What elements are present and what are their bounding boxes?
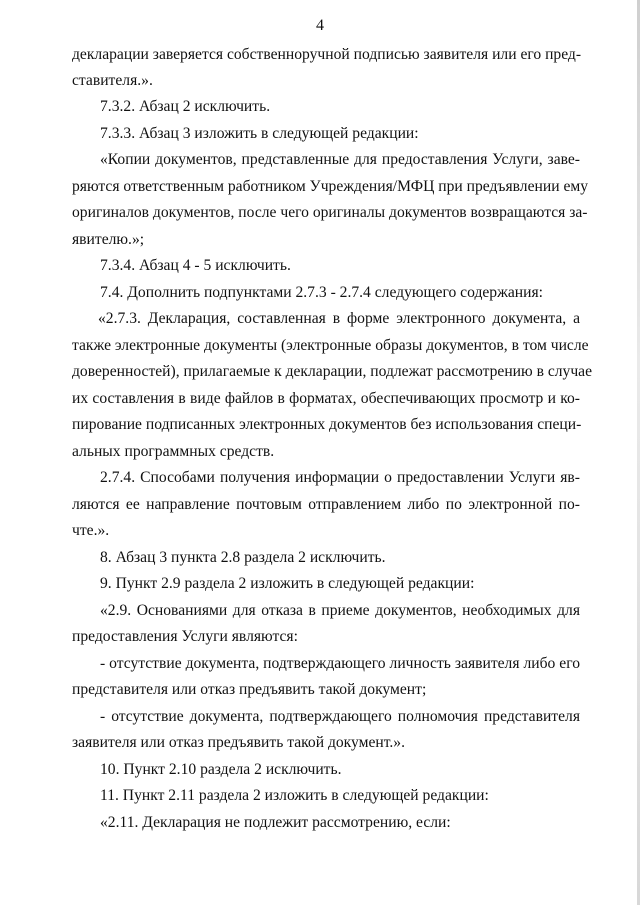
text-line: 9. Пункт 2.9 раздела 2 изложить в следующей редакции: — [100, 575, 475, 592]
text-line: 7.3.3. Абзац 3 изложить в следующей редакции: — [100, 125, 419, 142]
text-line: чте.». — [72, 522, 110, 539]
text-line: ставителя.». — [72, 72, 153, 89]
text-line: - отсутствие документа, подтверждающего личность заявителя либо его — [100, 655, 580, 672]
text-line: «Копии документов, представленные для предоставления Услуги, заве- — [100, 151, 580, 168]
text-line: заявителя или отказ предъявить такой документ.». — [72, 734, 406, 751]
page-number: 4 — [316, 17, 324, 34]
text-line: их составления в виде файлов в форматах, обеспечивающих просмотр и ко- — [72, 390, 580, 407]
text-line: 10. Пункт 2.10 раздела 2 исключить. — [100, 761, 342, 778]
text-line: 7.3.2. Абзац 2 исключить. — [100, 98, 271, 115]
text-line: «2.9. Основаниями для отказа в приеме документов, необходимых для — [100, 602, 580, 619]
text-line: «2.7.3. Декларация, составленная в форме электронного документа, а — [98, 310, 580, 327]
text-line: предоставления Услуги являются: — [72, 628, 298, 645]
text-line: 7.3.4. Абзац 4 - 5 исключить. — [100, 257, 291, 274]
text-line: пирование подписанных электронных документов без использования специ- — [72, 416, 582, 433]
text-line: ряются ответственным работником Учреждения/МФЦ при предъявлении ему — [72, 178, 589, 195]
text-line: 7.4. Дополнить подпунктами 2.7.3 - 2.7.4 следующего содержания: — [100, 284, 543, 301]
text-line: 2.7.4. Способами получения информации о предоставлении Услуги яв- — [100, 469, 580, 486]
text-line: альных программных средств. — [72, 443, 275, 460]
text-line: ляются ее направление почтовым отправлением либо по электронной по- — [72, 496, 580, 513]
text-line: представителя или отказ предъявить такой документ; — [72, 681, 427, 698]
text-line: декларации заверяется собственноручной подписью заявителя или его пред- — [72, 46, 582, 63]
text-line: также электронные документы (электронные образы документов, в том числе — [72, 337, 589, 354]
text-line: явителю.»; — [72, 231, 145, 248]
text-line: оригиналов документов, после чего оригиналы документов возвращаются за- — [72, 204, 588, 221]
text-line: «2.11. Декларация не подлежит рассмотрению, если: — [100, 814, 451, 831]
text-line: - отсутствие документа, подтверждающего полномочия представителя — [100, 708, 580, 725]
text-line: 11. Пункт 2.11 раздела 2 изложить в следующей редакции: — [100, 787, 489, 804]
text-line: доверенностей), прилагаемые к декларации, подлежат рассмотрению в случае — [72, 363, 593, 380]
text-line: 8. Абзац 3 пункта 2.8 раздела 2 исключить. — [100, 549, 386, 566]
